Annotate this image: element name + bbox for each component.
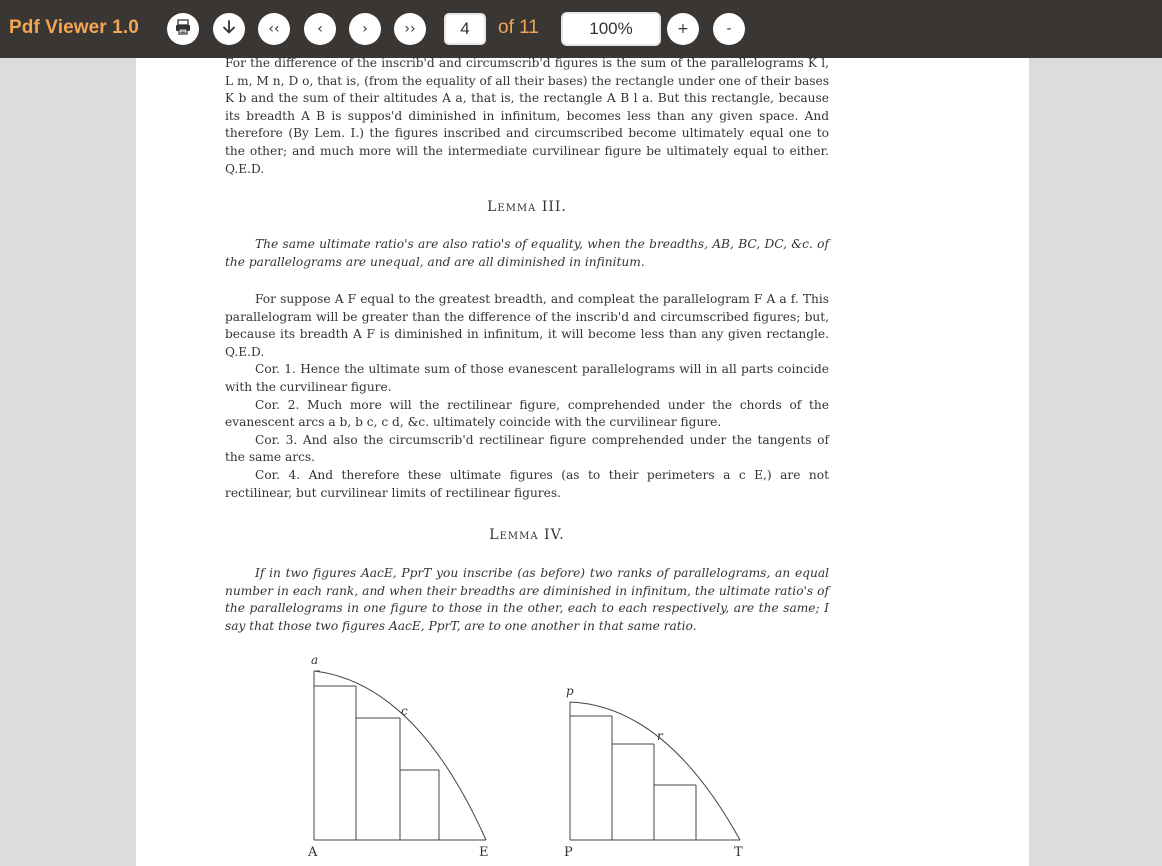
print-icon	[174, 18, 192, 40]
next-page-button[interactable]	[349, 13, 381, 45]
toolbar	[0, 0, 1162, 58]
label-P: P	[564, 845, 573, 860]
download-icon	[221, 19, 237, 39]
page-count: of 11	[498, 17, 539, 38]
previous-page-label: ‹	[317, 21, 323, 37]
lemma-proof-text: For suppose A F equal to the greatest breadth, and compleat the parallelogram F A a f. This parallelogram will be greater than the difference of the inscrib'd and circumscribed figures; but, because its breadth A F is diminished in infinitum, it will become less than any given rectangle. Q.E.D.	[225, 292, 829, 359]
zoom-out-button[interactable]	[713, 13, 745, 45]
page-number-input[interactable]	[444, 13, 486, 45]
label-E: E	[479, 845, 489, 860]
corollary-3: Cor. 3. And also the circumscrib'd rectilinear figure comprehended under the tangents of the same arcs.	[225, 432, 829, 465]
right-figure	[570, 702, 740, 840]
corollary-2: Cor. 2. Much more will the rectilinear figure, comprehended under the chords of the evanescent arcs a b, b c, c d, &c. ultimately coincide with the curvilinear figure.	[225, 397, 829, 430]
zoom-input[interactable]	[561, 12, 661, 46]
label-A: A	[308, 845, 318, 860]
zoom-in-button[interactable]	[667, 13, 699, 45]
label-c: c	[401, 704, 408, 718]
first-page-button[interactable]	[258, 13, 290, 45]
previous-page-button[interactable]	[304, 13, 336, 45]
last-page-button[interactable]	[394, 13, 426, 45]
left-figure	[314, 671, 486, 840]
next-page-label: ›	[362, 21, 368, 37]
lemma-4-figure	[136, 58, 1029, 866]
corollary-1: Cor. 1. Hence the ultimate sum of those evanescent parallelograms will in all parts coincide with the curvilinear figure.	[225, 362, 829, 394]
label-a: a	[311, 653, 319, 667]
zoom-out-label: -	[726, 21, 732, 37]
lemma-4-heading: Lemma IV.	[489, 527, 565, 543]
lemma-statement-text: The same ultimate ratio's are also ratio's of equality, when the breadths, AB, BC, DC, &c. of the parallelograms are unequal, and are all diminished in infinitum.	[225, 237, 829, 269]
print-button[interactable]	[167, 13, 199, 45]
download-button[interactable]	[213, 13, 245, 45]
label-T: T	[734, 845, 743, 860]
first-page-label: ‹‹	[268, 21, 280, 37]
paragraph-text: For the difference of the inscrib'd and circumscrib'd figures is the sum of the parallelograms K l, L m, M n, D o, that is, (from the equality of all their bases) the rectangle under one of their bases K b and the sum of their altitudes A a, that is, the rectangle A B l a. But this rectangle, because its breadth A B is suppos'd diminished in infinitum, becomes less than any given space. And therefore (By Lem. I.) the figures inscribed and circumscribed become ultimately equal one to the other; and much more will the intermediate curvilinear figure be ultimately equal to either. Q.E.D.	[225, 58, 829, 176]
label-p: p	[566, 684, 574, 698]
corollary-4: Cor. 4. And therefore these ultimate figures (as to their perimeters a c E,) are not rectilinear, but curvilinear limits of rectilinear figures.	[225, 467, 829, 500]
lemma-statement-text: If in two figures AacE, PprT you inscribe (as before) two ranks of parallelograms, an equal number in each rank, and when their breadths are diminished in infinitum, the ultimate ratio's of the parallelograms in one figure to those in the other, each to each respectively, are the same; I say that those two figures AacE, PprT, are to one another in that same ratio.	[225, 566, 829, 633]
label-r: r	[657, 729, 663, 743]
zoom-in-label: +	[677, 21, 689, 37]
lemma-3-heading: Lemma III.	[487, 199, 567, 215]
pdf-page	[136, 58, 1029, 866]
last-page-label: ››	[404, 21, 416, 37]
app-title: Pdf Viewer 1.0	[9, 17, 139, 38]
